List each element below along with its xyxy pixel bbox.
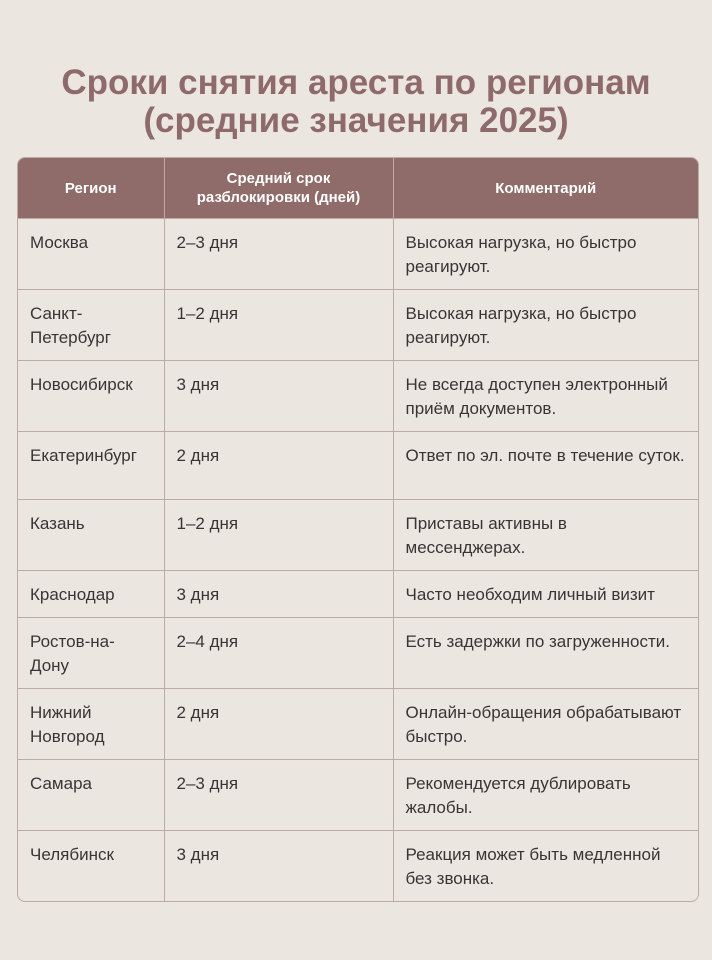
cell-term: 2–3 дня (164, 219, 393, 290)
cell-comment: Высокая нагрузка, но быстро реагируют. (393, 290, 698, 361)
cell-region: Казань (18, 500, 164, 571)
cell-comment: Есть задержки по загруженности. (393, 618, 698, 689)
cell-comment: Ответ по эл. почте в течение суток. (393, 432, 698, 500)
cell-region: Ростов-на-Дону (18, 618, 164, 689)
cell-term: 3 дня (164, 361, 393, 432)
cell-region: Челябинск (18, 831, 164, 902)
cell-region: Екатеринбург (18, 432, 164, 500)
cell-region: Москва (18, 219, 164, 290)
cell-comment: Часто необходим личный визит (393, 571, 698, 618)
table-row (18, 361, 698, 432)
table-row (18, 618, 698, 689)
table-row (18, 290, 698, 361)
table-row (18, 689, 698, 760)
cell-region: Самара (18, 760, 164, 831)
cell-region: Санкт-Петербург (18, 290, 164, 361)
cell-term: 3 дня (164, 831, 393, 902)
cell-comment: Рекомендуется дублировать жалобы. (393, 760, 698, 831)
cell-region: Нижний Новгород (18, 689, 164, 760)
table-row (18, 760, 698, 831)
cell-term: 1–2 дня (164, 500, 393, 571)
cell-term: 3 дня (164, 571, 393, 618)
header-region: Регион (18, 158, 164, 219)
table-row (18, 831, 698, 902)
table-row (18, 571, 698, 618)
page-title (0, 64, 712, 140)
cell-comment: Приставы активны в мессенджерах. (393, 500, 698, 571)
cell-term: 2 дня (164, 432, 393, 500)
table-header (18, 158, 698, 219)
table-row (18, 219, 698, 290)
header-comment: Комментарий (393, 158, 698, 219)
table-row (18, 500, 698, 571)
cell-comment: Онлайн-обращения обрабатывают быстро. (393, 689, 698, 760)
cell-region: Новосибирск (18, 361, 164, 432)
header-term: Средний срок разблокировки (дней) (164, 158, 393, 219)
cell-term: 2 дня (164, 689, 393, 760)
cell-term: 2–3 дня (164, 760, 393, 831)
cell-term: 1–2 дня (164, 290, 393, 361)
regions-table (17, 157, 699, 902)
table-row (18, 432, 698, 500)
cell-comment: Реакция может быть медленной без звонка. (393, 831, 698, 902)
cell-comment: Не всегда доступен электронный приём документов. (393, 361, 698, 432)
cell-region: Краснодар (18, 571, 164, 618)
page-title-line-1: Сроки снятия ареста по регионам (61, 63, 651, 102)
cell-comment: Высокая нагрузка, но быстро реагируют. (393, 219, 698, 290)
cell-term: 2–4 дня (164, 618, 393, 689)
page-title-line-2: (средние значения 2025) (143, 101, 569, 140)
